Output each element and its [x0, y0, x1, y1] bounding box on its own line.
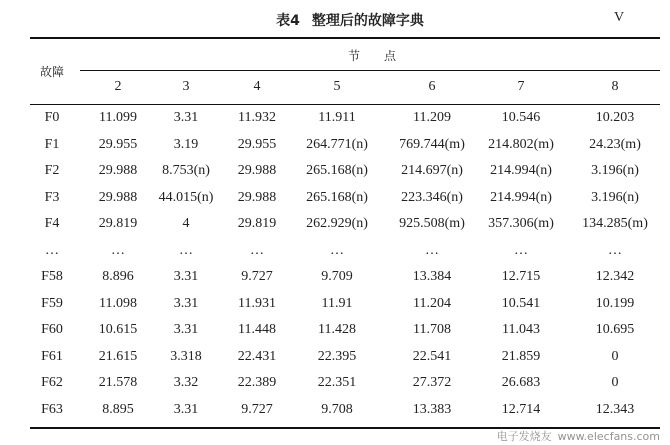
watermark-url: www.elecfans.com: [557, 430, 660, 443]
cell-value: 11.91: [321, 295, 353, 311]
cell-value: 11.911: [318, 110, 356, 125]
watermark-brand: 电子发烧友: [496, 430, 552, 443]
cell-value: …: [608, 242, 622, 258]
fault-label: F60: [41, 322, 63, 337]
cell-value: …: [514, 242, 528, 258]
fault-label: F58: [41, 269, 63, 284]
cell-value: 3.32: [173, 375, 199, 390]
cell-value: 264.771(n): [306, 136, 368, 152]
cell-value: 265.168(n): [306, 163, 368, 178]
fault-label: …: [45, 242, 59, 258]
cell-value: 11.099: [99, 110, 137, 125]
table-number: 表4: [276, 13, 300, 29]
cell-value: 21.578: [98, 375, 138, 390]
column-header-node: 8: [611, 79, 619, 94]
cell-value: 12.714: [501, 401, 541, 417]
column-header-node: 3: [182, 79, 190, 94]
cell-value: 357.306(m): [488, 216, 554, 231]
cell-value: 0: [611, 375, 619, 390]
column-header-node: 4: [253, 79, 261, 94]
cell-value: 10.546: [501, 110, 541, 125]
table-title: 整理后的故障字典: [311, 13, 424, 29]
cell-value: 9.727: [241, 401, 273, 417]
cell-value: 10.541: [501, 295, 541, 311]
cell-value: 29.988: [98, 163, 138, 178]
cell-value: 29.819: [98, 216, 138, 231]
cell-value: 11.204: [413, 295, 451, 311]
cell-value: 13.384: [412, 269, 452, 284]
cell-value: 29.988: [237, 189, 277, 205]
cell-value: 10.199: [595, 295, 635, 311]
cell-value: 29.988: [98, 189, 138, 205]
cell-value: 8.896: [102, 269, 134, 284]
cell-value: …: [179, 242, 193, 258]
cell-value: 13.383: [412, 401, 452, 417]
cell-value: 214.697(n): [401, 163, 463, 178]
cell-value: 214.802(m): [488, 136, 554, 152]
cell-value: 9.709: [321, 269, 353, 284]
cell-value: 44.015(n): [158, 189, 214, 205]
cell-value: 0: [611, 348, 619, 364]
fault-label: F0: [44, 110, 60, 125]
cell-value: 22.395: [317, 348, 357, 364]
cell-value: 29.955: [98, 136, 138, 152]
column-header-node: 2: [114, 79, 122, 94]
cell-value: 11.708: [413, 322, 451, 337]
fault-label: F63: [41, 401, 63, 417]
cell-value: 29.819: [237, 216, 277, 231]
group-rule: [80, 70, 660, 71]
fault-label: F59: [41, 295, 63, 311]
cell-value: 9.727: [241, 269, 273, 284]
top-rule: [30, 37, 660, 39]
cell-value: 11.098: [99, 295, 137, 311]
cell-value: 22.351: [317, 375, 357, 390]
cell-value: 3.31: [173, 269, 199, 284]
cell-value: 265.168(n): [306, 189, 368, 205]
cell-value: 214.994(n): [490, 189, 552, 205]
cell-value: 4: [182, 216, 190, 231]
cell-value: 11.209: [413, 110, 451, 125]
cell-value: 3.31: [173, 295, 199, 311]
column-header-node: 6: [428, 79, 436, 94]
fault-label: F4: [44, 216, 60, 231]
cell-value: 29.955: [237, 136, 277, 152]
bottom-rule: [30, 427, 660, 429]
cell-value: 22.431: [237, 348, 277, 364]
fault-label: F61: [41, 348, 63, 364]
header-rule: [30, 104, 660, 105]
cell-value: 134.285(m): [582, 216, 648, 231]
cell-value: 3.318: [170, 348, 202, 364]
cell-value: 11.043: [502, 322, 540, 337]
cell-value: 24.23(m): [589, 136, 641, 152]
group-header-node: 节 点: [347, 49, 397, 63]
cell-value: 769.744(m): [399, 136, 465, 152]
cell-value: 10.695: [595, 322, 635, 337]
cell-value: …: [111, 242, 125, 258]
column-header-node: 5: [333, 79, 341, 94]
cell-value: 11.428: [318, 322, 356, 337]
cell-value: 12.342: [595, 269, 635, 284]
cell-value: 26.683: [501, 375, 541, 390]
cell-value: 27.372: [412, 375, 452, 390]
cell-value: 8.895: [102, 401, 134, 417]
cell-value: 925.508(m): [399, 216, 465, 231]
fault-label: F2: [44, 163, 60, 178]
cell-value: 3.196(n): [591, 189, 639, 205]
cell-value: 10.203: [595, 110, 635, 125]
cell-value: 3.196(n): [591, 163, 639, 178]
table-caption: [240, 10, 460, 30]
cell-value: 29.988: [237, 163, 277, 178]
cell-value: 12.343: [595, 401, 635, 417]
cell-value: 3.31: [173, 110, 199, 125]
cell-value: 3.31: [173, 401, 199, 417]
watermark: [491, 430, 660, 443]
cell-value: 3.19: [173, 136, 199, 152]
cell-value: 11.932: [238, 110, 276, 125]
cell-value: 223.346(n): [401, 189, 463, 205]
cell-value: 9.708: [321, 401, 353, 417]
cell-value: …: [250, 242, 264, 258]
cell-value: 22.541: [412, 348, 452, 364]
fault-label: F62: [41, 375, 63, 390]
cell-value: 10.615: [98, 322, 138, 337]
cell-value: …: [330, 242, 344, 258]
cell-value: 8.753(n): [162, 163, 210, 178]
cell-value: 262.929(n): [306, 216, 368, 231]
cell-value: …: [425, 242, 439, 258]
cell-value: 21.859: [501, 348, 541, 364]
row-header-fault: 故障: [39, 65, 65, 79]
cell-value: 11.931: [238, 295, 276, 311]
column-header-node: 7: [517, 79, 525, 94]
cell-value: 12.715: [501, 269, 541, 284]
unit-label: V: [614, 10, 625, 25]
cell-value: 21.615: [98, 348, 138, 364]
cell-value: 3.31: [173, 322, 199, 337]
fault-label: F3: [44, 189, 60, 205]
cell-value: 11.448: [238, 322, 276, 337]
fault-label: F1: [44, 136, 60, 152]
cell-value: 214.994(n): [490, 163, 552, 178]
cell-value: 22.389: [237, 375, 277, 390]
